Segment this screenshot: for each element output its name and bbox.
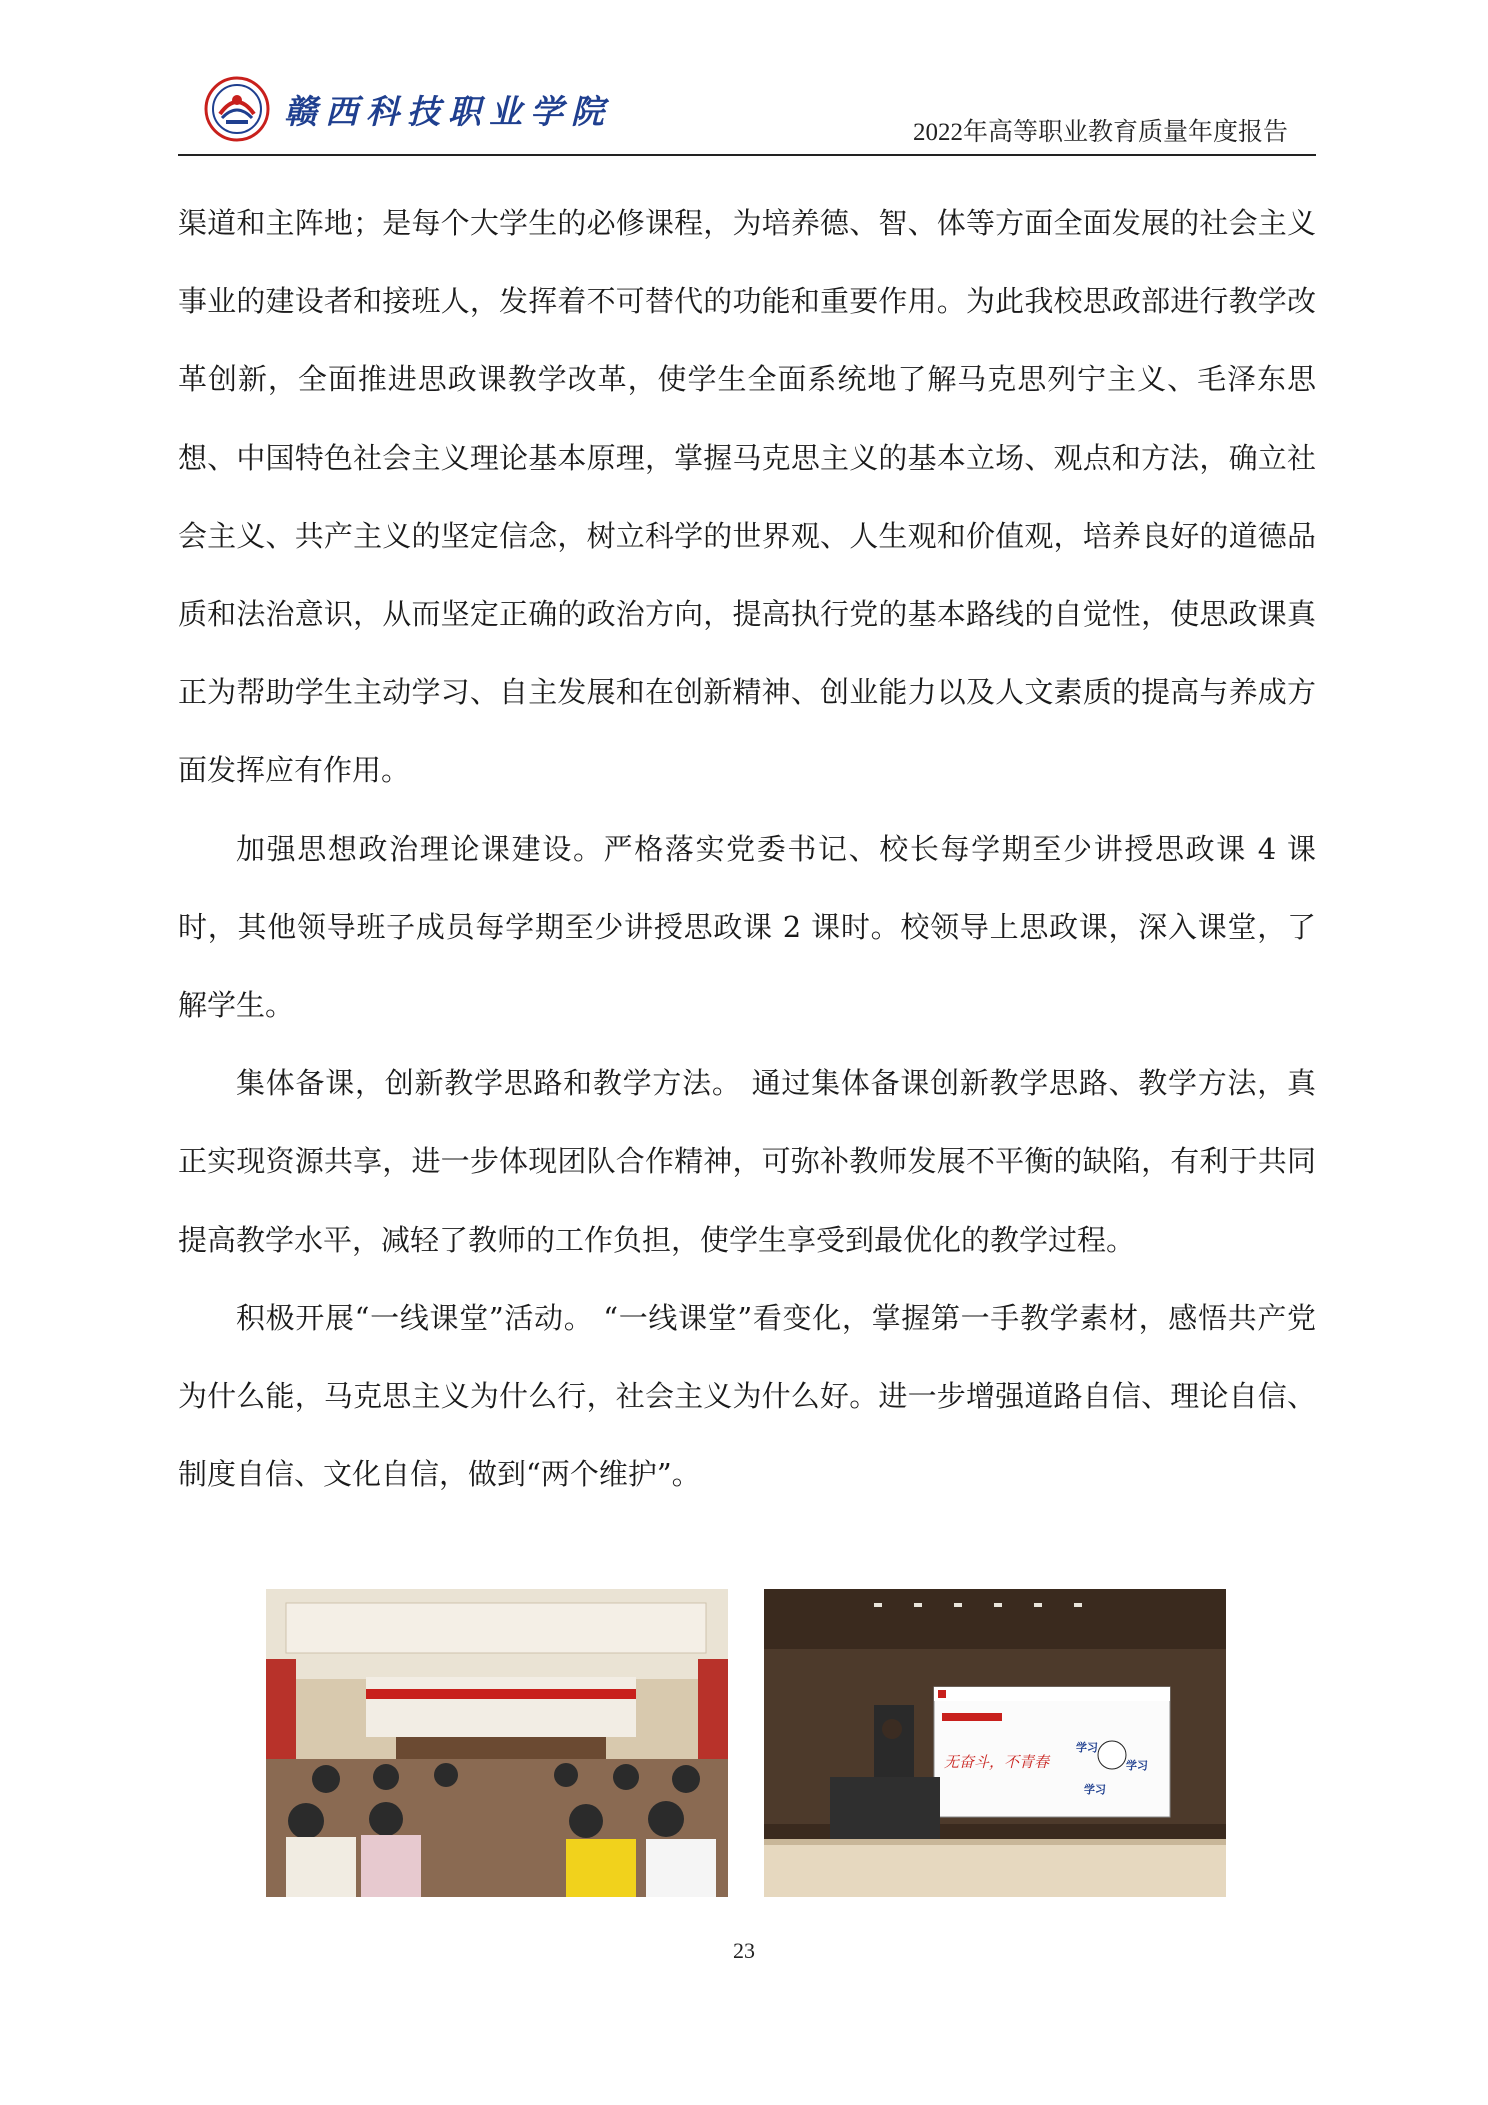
report-title: 2022年高等职业教育质量年度报告 xyxy=(912,119,1288,146)
paragraph-course-construction: 加强思想政治理论课建设。严格落实党委书记、校长每学期至少讲授思政课 4 课时，其他领导班子成员每学期至少讲授思政课 2 课时。校领导上思政课，深入课堂，了解学生。 xyxy=(178,831,1316,1023)
paragraph-course-importance: 渠道和主阵地；是每个大学生的必修课程，为培养德、智、体等方面全面发展的社会主义事业的建设者和接班人，发挥着不可替代的功能和重要作用。为此我校思政部进行教学改革创新，全面推进思政课教学改革，使学生全面系统地了解马克思列宁主义、毛泽东思想、中国特色社会主义理论基本原理，掌握马克思主义的基本立场、观点和方法，确立社会主义、共产主义的坚定信念，树立科学的世界观、人生观和价值观，培养良好的道德品质和法治意识，从而坚定正确的政治方向，提高执行党的基本路线的自觉性，使思政课真正为帮助学生主动学习、自主发展和在创新精神、创业能力以及人文素质的提高与养成方面发挥应有作用。 xyxy=(178,206,1316,788)
stage-lecture-photo xyxy=(764,1589,1226,1897)
page-header xyxy=(178,64,1316,156)
slide-heading: 无奋斗，不青春 xyxy=(944,1753,1050,1771)
slide-study-word-3: 学习 xyxy=(1084,1783,1106,1796)
paragraph-collective-lesson-prep: 集体备课，创新教学思路和教学方法。 通过集体备课创新教学思路、教学方法，真正实现资源共享，进一步体现团队合作精神，可弥补教师发展不平衡的缺陷，有利于共同提高教学水平，减轻了教师的工作负担，使学生享受到最优化的教学过程。 xyxy=(178,1066,1316,1257)
page-number: 23 xyxy=(733,1938,755,1963)
slide-study-word-1: 学习 xyxy=(1076,1741,1098,1754)
college-logo xyxy=(204,76,270,142)
school-name: 赣西科技职业学院 xyxy=(284,92,612,131)
classroom-lecture-photo xyxy=(266,1589,728,1897)
report-body xyxy=(178,184,1316,1513)
slide-study-word-2: 学习 xyxy=(1126,1759,1148,1772)
paragraph-frontline-classroom: 积极开展“一线课堂”活动。 “一线课堂”看变化，掌握第一手教学素材，感悟共产党为什么能，马克思主义为什么行，社会主义为什么好。进一步增强道路自信、理论自信、制度自信、文化自信，做到“两个维护”。 xyxy=(178,1300,1316,1492)
